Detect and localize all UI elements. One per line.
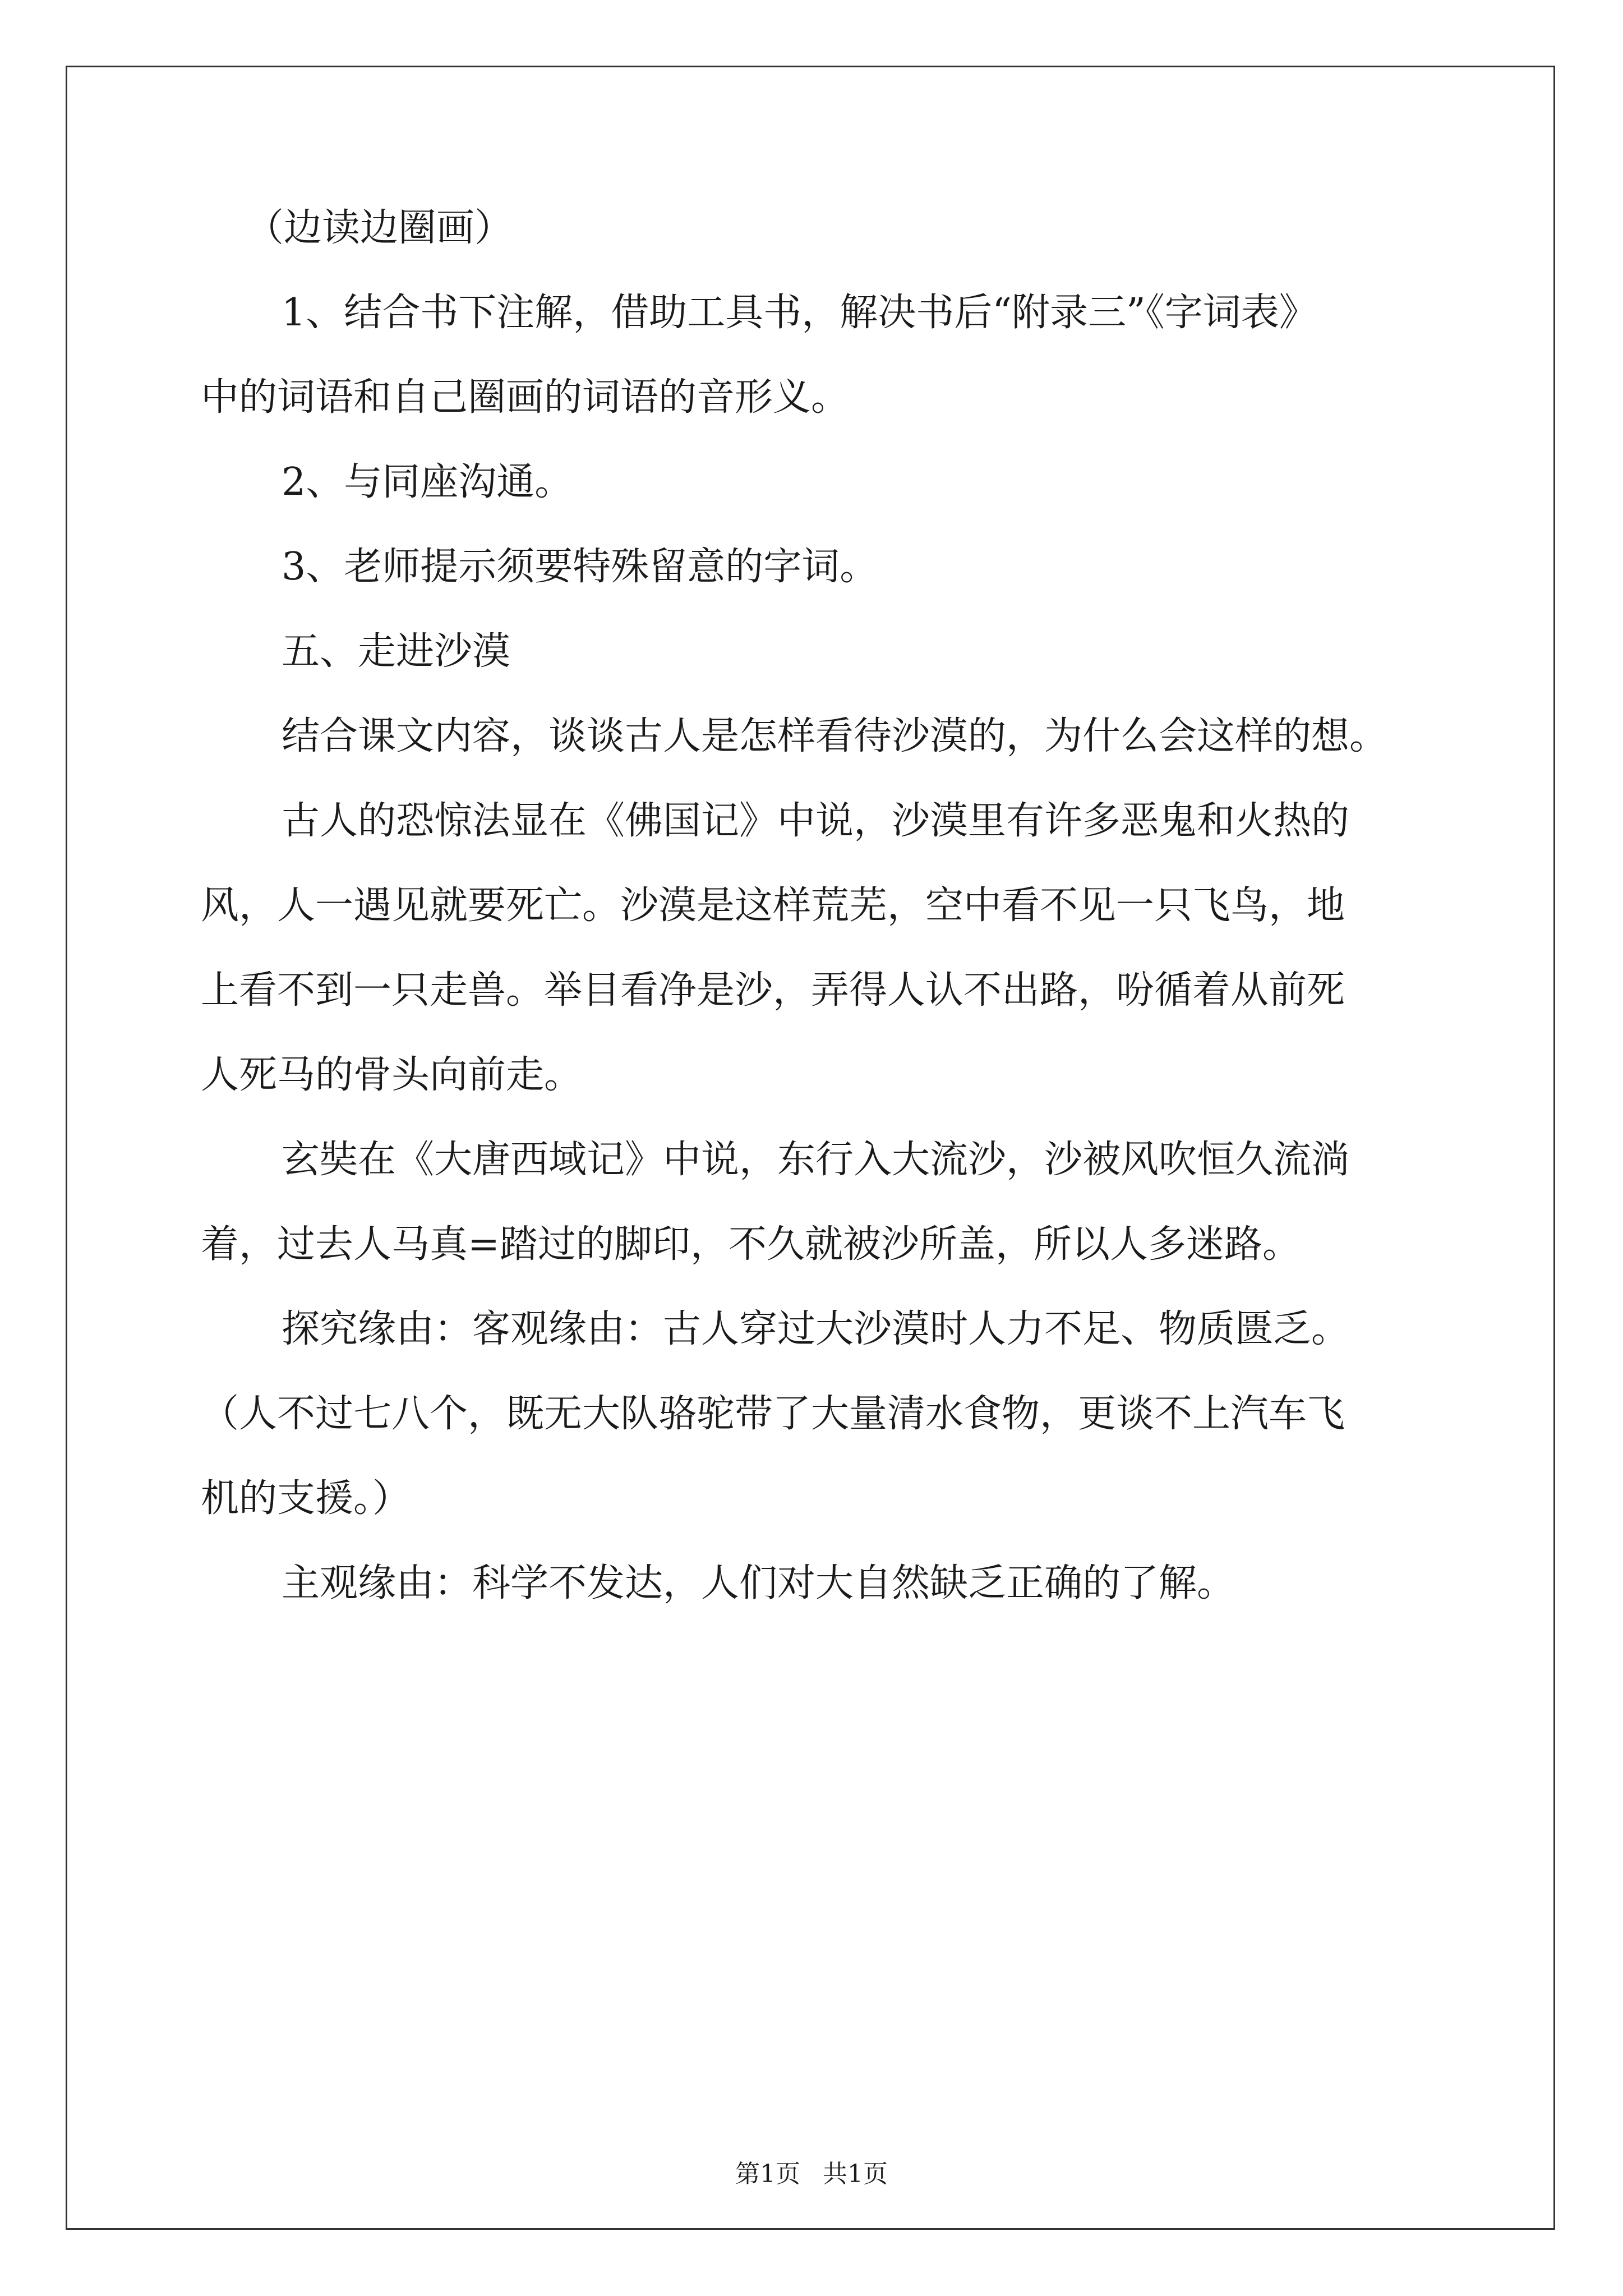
text-line-14: 探究缘由：客观缘由：古人穿过大沙漠时人力不足、物质匮乏。 — [282, 1307, 1350, 1351]
text-line-10: 上看不到一只走兽。举目看净是沙，弄得人认不出路，吩循着从前死 — [201, 968, 1345, 1013]
text-line-13: 着，过去人马真=踏过的脚印，不久就被沙所盖，所以人多迷路。 — [201, 1222, 1301, 1267]
section-heading: 五、走进沙漠 — [282, 629, 511, 674]
text-line-2: 1、结合书下注解，借助工具书，解决书后“附录三”《字词表》 — [282, 291, 1317, 335]
text-line-1: （边读边圈画） — [246, 206, 513, 250]
text-line-9: 风，人一遇见就要死亡。沙漠是这样荒芜，空中看不见一只飞鸟，地 — [201, 884, 1345, 928]
text-line-4: 2、与同座沟通。 — [282, 460, 573, 504]
text-line-15: （人不过七八个，既无大队骆驼带了大量清水食物，更谈不上汽车飞 — [201, 1392, 1345, 1436]
page-total: 共1页 — [823, 2160, 888, 2188]
text-line-11: 人死马的骨头向前走。 — [201, 1053, 583, 1097]
text-line-3: 中的词语和自己圈画的词语的音形义。 — [201, 375, 850, 420]
text-line-17: 主观缘由：科学不发达，人们对大自然缺乏正确的了解。 — [282, 1561, 1235, 1605]
page-footer — [0, 2157, 1623, 2191]
text-line-16: 机的支援。） — [201, 1476, 411, 1521]
text-line-7: 结合课文内容，谈谈古人是怎样看待沙漠的，为什么会这样的想。 — [282, 714, 1388, 758]
text-line-5: 3、老师提示须要特殊留意的字词。 — [282, 545, 878, 589]
page-number: 第1页 — [735, 2160, 800, 2188]
text-line-12: 玄奘在《大唐西域记》中说，东行入大流沙，沙被风吹恒久流淌 — [282, 1138, 1350, 1182]
text-line-8: 古人的恐惊法显在《佛国记》中说，沙漠里有许多恶鬼和火热的 — [282, 799, 1350, 843]
